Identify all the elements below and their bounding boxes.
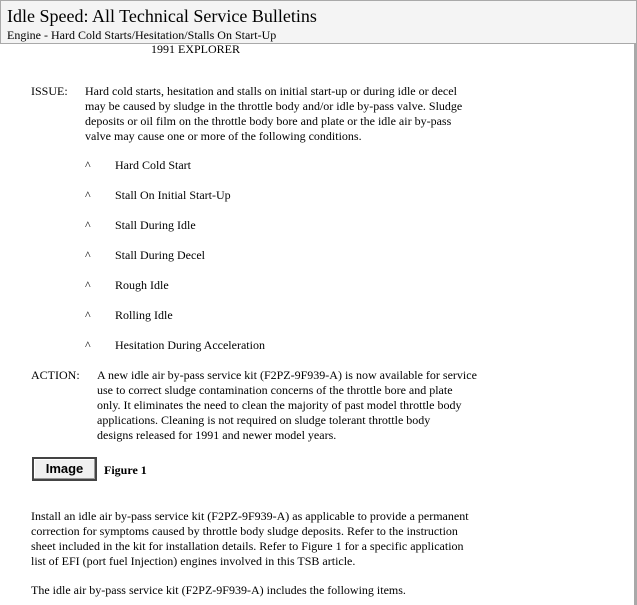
install-line: sheet included in the kit for installation details. Refer to Figure 1 for a specific application	[31, 539, 464, 553]
condition-item: Stall During Idle	[115, 218, 196, 232]
kit-note: The idle air by-pass service kit (F2PZ-9F939-A) includes the following items.	[31, 583, 406, 597]
bullet-caret: ^	[85, 218, 91, 232]
condition-item: Rough Idle	[115, 278, 169, 292]
figure-caption: Figure 1	[104, 463, 147, 477]
bullet-caret: ^	[85, 338, 91, 352]
issue-line: valve may cause one or more of the following conditions.	[85, 129, 362, 143]
condition-item: Rolling Idle	[115, 308, 173, 322]
action-text	[97, 368, 477, 443]
model-line: 1991 EXPLORER	[151, 43, 241, 56]
bullet-caret: ^	[85, 308, 91, 322]
issue-label: ISSUE:	[31, 84, 68, 98]
action-line: designs released for 1991 and newer model years.	[97, 428, 337, 442]
document-header	[0, 0, 637, 44]
issue-line: deposits or oil film on the throttle body bore and plate or the idle air by-pass	[85, 114, 452, 128]
bullet-caret: ^	[85, 278, 91, 292]
issue-line: may be caused by sludge in the throttle body and/or idle by-pass valve. Sludge	[85, 99, 463, 113]
condition-item: Stall On Initial Start-Up	[115, 188, 231, 202]
condition-item: Hesitation During Acceleration	[115, 338, 265, 352]
bullet-caret: ^	[85, 188, 91, 202]
figure-image-button[interactable]: Image	[32, 457, 97, 481]
bullet-caret: ^	[85, 248, 91, 262]
page-title: Idle Speed: All Technical Service Bulletins	[7, 6, 317, 26]
install-line: Install an idle air by-pass service kit (F2PZ-9F939-A) as applicable to provide a permanent	[31, 509, 469, 523]
install-line: list of EFI (port fuel Injection) engines involved in this TSB article.	[31, 554, 356, 568]
action-line: use to correct sludge contamination concerns of the throttle bore and plate	[97, 383, 453, 397]
issue-text	[85, 84, 462, 144]
bulletin-content	[0, 43, 630, 605]
page-subtitle: Engine - Hard Cold Starts/Hesitation/Stalls On Start-Up	[7, 28, 277, 42]
action-line: A new idle air by-pass service kit (F2PZ-9F939-A) is now available for service	[97, 368, 477, 382]
bullet-caret: ^	[85, 158, 91, 172]
model-list	[151, 43, 256, 62]
condition-item: Hard Cold Start	[115, 158, 191, 172]
action-label: ACTION:	[31, 368, 80, 382]
install-line: correction for symptoms caused by throttle body sludge deposits. Refer to the instruction	[31, 524, 458, 538]
action-line: only. It eliminates the need to clean the majority of past model throttle body	[97, 398, 462, 412]
install-text	[31, 509, 469, 569]
condition-item: Stall During Decel	[115, 248, 205, 262]
action-line: applications. Cleaning is not required on sludge tolerant throttle body	[97, 413, 431, 427]
issue-line: Hard cold starts, hesitation and stalls on initial start-up or during idle or decel	[85, 84, 457, 98]
